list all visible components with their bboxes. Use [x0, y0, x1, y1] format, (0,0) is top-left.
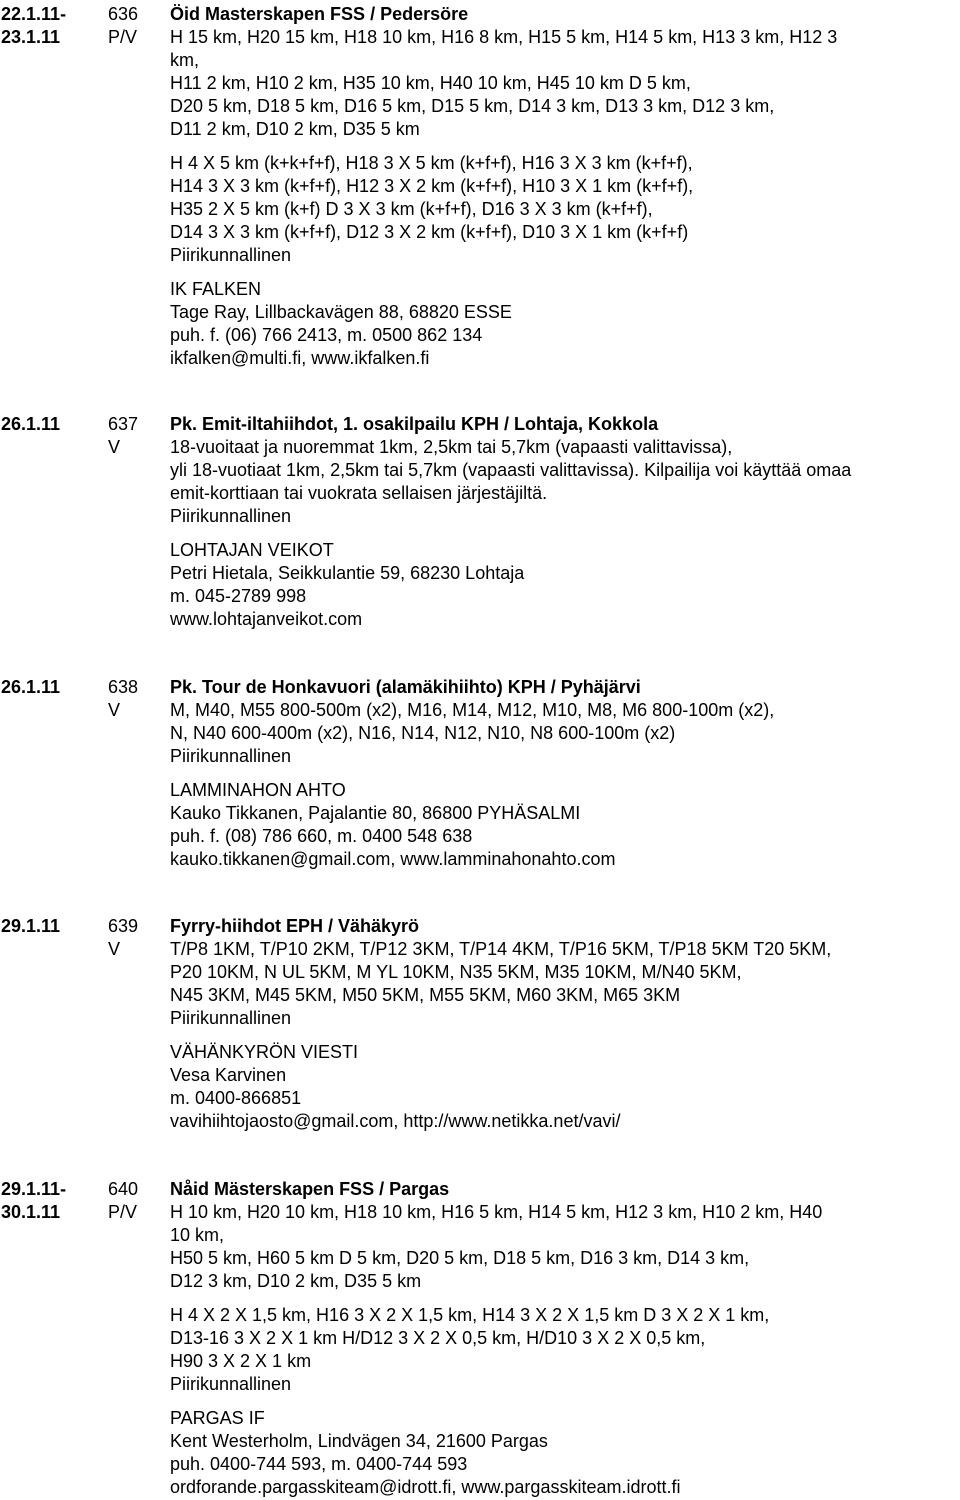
- contact-web: ordforande.pargasskiteam@idrott.fi, www.pargasskiteam.idrott.fi: [170, 1477, 681, 1497]
- contact-web: vavihiihtojaosto@gmail.com, http://www.netikka.net/vavi/: [170, 1111, 621, 1131]
- event-level: Piirikunnallinen: [170, 506, 292, 526]
- event-level: Piirikunnallinen: [170, 1374, 292, 1394]
- event-relay-line: D13-16 3 X 2 X 1 km H/D12 3 X 2 X 0,5 km, H/D10 3 X 2 X 0,5 km,: [170, 1328, 706, 1348]
- event-number: 638: [108, 677, 139, 697]
- organizer-name: PARGAS IF: [170, 1408, 265, 1428]
- event-relay-line: H35 2 X 5 km (k+f) D 3 X 3 km (k+f+f), D16 3 X 3 km (k+f+f),: [170, 199, 653, 219]
- organizer-name: LOHTAJAN VEIKOT: [170, 540, 334, 560]
- event-date-start: 26.1.11: [1, 414, 61, 434]
- event-date: [1, 3, 85, 49]
- contact-phone: puh. f. (06) 766 2413, m. 0500 862 134: [170, 325, 483, 345]
- event-relay-line: H 4 X 2 X 1,5 km, H16 3 X 2 X 1,5 km, H14 3 X 2 X 1,5 km D 3 X 2 X 1 km,: [170, 1305, 770, 1325]
- event-number: 640: [108, 1179, 139, 1199]
- contact-person: Kent Westerholm, Lindvägen 34, 21600 Pargas: [170, 1431, 548, 1451]
- event-class-line: H50 5 km, H60 5 km D 5 km, D20 5 km, D18 5 km, D16 3 km, D14 3 km,: [170, 1248, 750, 1268]
- event-content: [170, 3, 960, 370]
- event-number-col: [108, 676, 158, 722]
- event-type: P/V: [108, 1202, 138, 1222]
- event-content: [170, 915, 960, 1133]
- event-title: Nåid Mästerskapen FSS / Pargas: [170, 1179, 450, 1199]
- event-class-line: D11 2 km, D10 2 km, D35 5 km: [170, 119, 420, 139]
- event-class-line: P20 10KM, N UL 5KM, M YL 10KM, N35 5KM, M35 10KM, M/N40 5KM,: [170, 962, 742, 982]
- event-number-col: [108, 915, 158, 961]
- contact-phone: puh. f. (08) 786 660, m. 0400 548 638: [170, 826, 473, 846]
- event-class-line: H 15 km, H20 15 km, H18 10 km, H16 8 km, H15 5 km, H14 5 km, H13 3 km, H12 3: [170, 27, 838, 47]
- event-class-line: H 10 km, H20 10 km, H18 10 km, H16 5 km, H14 5 km, H12 3 km, H10 2 km, H40: [170, 1202, 823, 1222]
- event-class-line: T/P8 1KM, T/P10 2KM, T/P12 3KM, T/P14 4KM, T/P16 5KM, T/P18 5KM T20 5KM,: [170, 939, 832, 959]
- event-level: Piirikunnallinen: [170, 1008, 292, 1028]
- event-date-end: 23.1.11: [1, 27, 61, 47]
- event-number-col: [108, 3, 158, 49]
- contact-person: Petri Hietala, Seikkulantie 59, 68230 Lohtaja: [170, 563, 525, 583]
- organizer-name: LAMMINAHON AHTO: [170, 780, 346, 800]
- event-type: V: [108, 700, 121, 720]
- event-content: [170, 1178, 960, 1499]
- event-number: 639: [108, 916, 139, 936]
- organizer-name: VÄHÄNKYRÖN VIESTI: [170, 1042, 359, 1062]
- event-class-line: N, N40 600-400m (x2), N16, N14, N12, N10, N8 600-100m (x2): [170, 723, 676, 743]
- contact-web: www.lohtajanveikot.com: [170, 609, 363, 629]
- event-content: [170, 413, 960, 631]
- contact-person: Vesa Karvinen: [170, 1065, 287, 1085]
- event-date: [1, 676, 85, 699]
- event-relay-line: D14 3 X 3 km (k+f+f), D12 3 X 2 km (k+f+f), D10 3 X 1 km (k+f+f): [170, 222, 689, 242]
- event-date-start: 22.1.11-: [1, 4, 67, 24]
- event-class-line: 18-vuoitaat ja nuoremmat 1km, 2,5km tai 5,7km (vapaasti valittavissa),: [170, 437, 733, 457]
- event-type: V: [108, 939, 121, 959]
- event-title: Pk. Emit-iltahiihdot, 1. osakilpailu KPH / Lohtaja, Kokkola: [170, 414, 659, 434]
- event-relay-line: H 4 X 5 km (k+k+f+f), H18 3 X 5 km (k+f+f), H16 3 X 3 km (k+f+f),: [170, 153, 693, 173]
- contact-phone: puh. 0400-744 593, m. 0400-744 593: [170, 1454, 468, 1474]
- event-level: Piirikunnallinen: [170, 746, 292, 766]
- event-title: Fyrry-hiihdot EPH / Vähäkyrö: [170, 916, 420, 936]
- contact-person: Kauko Tikkanen, Pajalantie 80, 86800 PYHÄSALMI: [170, 803, 581, 823]
- contact-phone: m. 045-2789 998: [170, 586, 307, 606]
- contact-web: kauko.tikkanen@gmail.com, www.lamminahonahto.com: [170, 849, 616, 869]
- event-date: [1, 915, 85, 938]
- event-title: Pk. Tour de Honkavuori (alamäkihiihto) KPH / Pyhäjärvi: [170, 677, 641, 697]
- event-class-line: D20 5 km, D18 5 km, D16 5 km, D15 5 km, D14 3 km, D13 3 km, D12 3 km,: [170, 96, 775, 116]
- event-class-line: km,: [170, 50, 199, 70]
- event-date: [1, 1178, 85, 1224]
- event-number: 636: [108, 4, 139, 24]
- event-number-col: [108, 1178, 158, 1224]
- event-class-line: M, M40, M55 800-500m (x2), M16, M14, M12, M10, M8, M6 800-100m (x2),: [170, 700, 775, 720]
- organizer-name: IK FALKEN: [170, 279, 262, 299]
- event-title: Öid Masterskapen FSS / Pedersöre: [170, 4, 469, 24]
- event-date-start: 26.1.11: [1, 677, 61, 697]
- event-class-line: emit-korttiaan tai vuokrata sellaisen järjestäjiltä.: [170, 483, 548, 503]
- event-class-line: H11 2 km, H10 2 km, H35 10 km, H40 10 km, H45 10 km D 5 km,: [170, 73, 691, 93]
- event-type: V: [108, 437, 121, 457]
- event-date-end: 30.1.11: [1, 1202, 61, 1222]
- event-type: P/V: [108, 27, 138, 47]
- contact-phone: m. 0400-866851: [170, 1088, 302, 1108]
- event-date-start: 29.1.11: [1, 916, 61, 936]
- event-number-col: [108, 413, 158, 459]
- event-class-line: D12 3 km, D10 2 km, D35 5 km: [170, 1271, 422, 1291]
- event-content: [170, 676, 960, 871]
- event-relay-line: H90 3 X 2 X 1 km: [170, 1351, 312, 1371]
- event-class-line: 10 km,: [170, 1225, 225, 1245]
- event-date: [1, 413, 85, 436]
- event-class-line: yli 18-vuotiaat 1km, 2,5km tai 5,7km (vapaasti valittavissa). Kilpailija voi käyttää omaa: [170, 460, 852, 480]
- contact-person: Tage Ray, Lillbackavägen 88, 68820 ESSE: [170, 302, 512, 322]
- event-level: Piirikunnallinen: [170, 245, 292, 265]
- event-number: 637: [108, 414, 139, 434]
- event-date-start: 29.1.11-: [1, 1179, 67, 1199]
- event-relay-line: H14 3 X 3 km (k+f+f), H12 3 X 2 km (k+f+f), H10 3 X 1 km (k+f+f),: [170, 176, 694, 196]
- event-class-line: N45 3KM, M45 5KM, M50 5KM, M55 5KM, M60 3KM, M65 3KM: [170, 985, 681, 1005]
- contact-web: ikfalken@multi.fi, www.ikfalken.fi: [170, 348, 430, 368]
